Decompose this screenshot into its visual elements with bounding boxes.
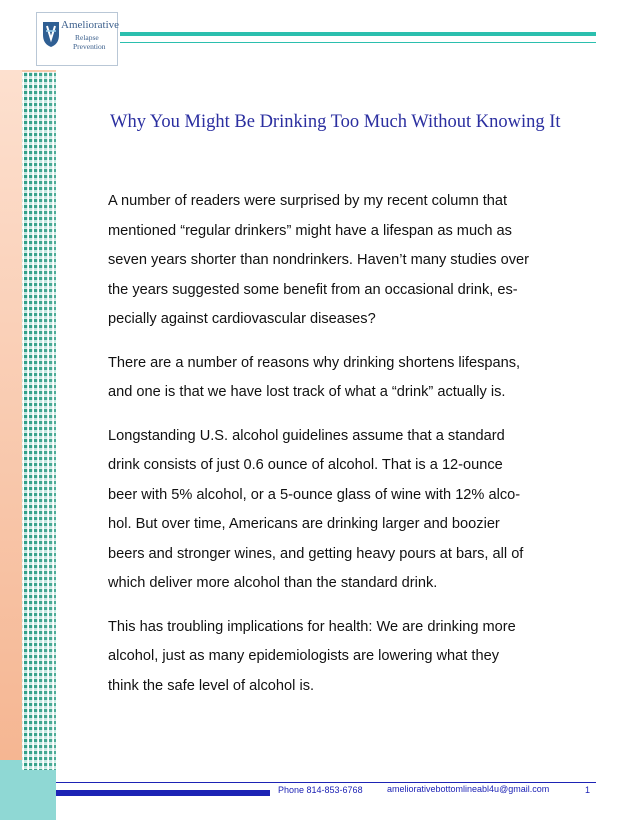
paragraph-1 [108, 187, 578, 335]
header-rule-thick [120, 32, 596, 36]
bottom-teal-block [0, 770, 56, 820]
article-body [108, 187, 578, 715]
text-line: seven years shorter than nondrinkers. Haven’t many studies over [108, 252, 529, 268]
text-line: the years suggested some benefit from an occasional drink, es- [108, 281, 518, 298]
text-line: beer with 5% alcohol, or a 5-ounce glass of wine with 12% alco- [108, 486, 521, 503]
peach-gradient-strip [0, 70, 22, 760]
paragraph-2 [108, 349, 578, 408]
paragraph-3 [108, 422, 578, 599]
footer-rule-thin [56, 782, 596, 783]
mosaic-fade [22, 72, 56, 772]
text-line: alcohol, just as many epidemiologists are lowering what they [108, 648, 499, 664]
text-line: which deliver more alcohol than the standard drink. [108, 575, 438, 591]
logo [36, 12, 118, 66]
text-line: and one is that we have lost track of what a “drink” actually is. [108, 384, 506, 400]
article-title: Why You Might Be Drinking Too Much Without Knowing It [110, 112, 561, 132]
logo-title: Ameliorative [61, 19, 120, 31]
text-line: pecially against cardiovascular diseases? [108, 311, 376, 327]
footer-rule-thick [56, 790, 270, 796]
text-line: A number of readers were surprised by my recent column that [108, 193, 508, 209]
text-line: think the safe level of alcohol is. [108, 677, 315, 694]
text-line: There are a number of reasons why drinking shortens lifespans, [108, 354, 521, 371]
footer-phone: Phone 814-853-6768 [278, 785, 363, 795]
paragraph-4 [108, 613, 578, 702]
text-line: hol. But over time, Americans are drinking larger and boozier [108, 516, 500, 532]
logo-subtitle-prevention: Prevention [73, 42, 106, 51]
logo-subtitle-relapse: Relapse [75, 33, 99, 42]
footer-email[interactable]: ameliorativebottomlineabl4u@gmail.com [387, 784, 550, 794]
text-line: drink consists of just 0.6 ounce of alcohol. That is a 12-ounce [108, 457, 503, 473]
text-line: beers and stronger wines, and getting heavy pours at bars, all of [108, 545, 524, 562]
shield-logo-icon [41, 19, 61, 49]
text-line: This has troubling implications for health: We are drinking more [108, 618, 516, 635]
text-line: Longstanding U.S. alcohol guidelines assume that a standard [108, 427, 505, 444]
page-number: 1 [585, 785, 591, 795]
header-rule-thin [120, 42, 596, 43]
text-line: mentioned “regular drinkers” might have a lifespan as much as [108, 222, 512, 239]
